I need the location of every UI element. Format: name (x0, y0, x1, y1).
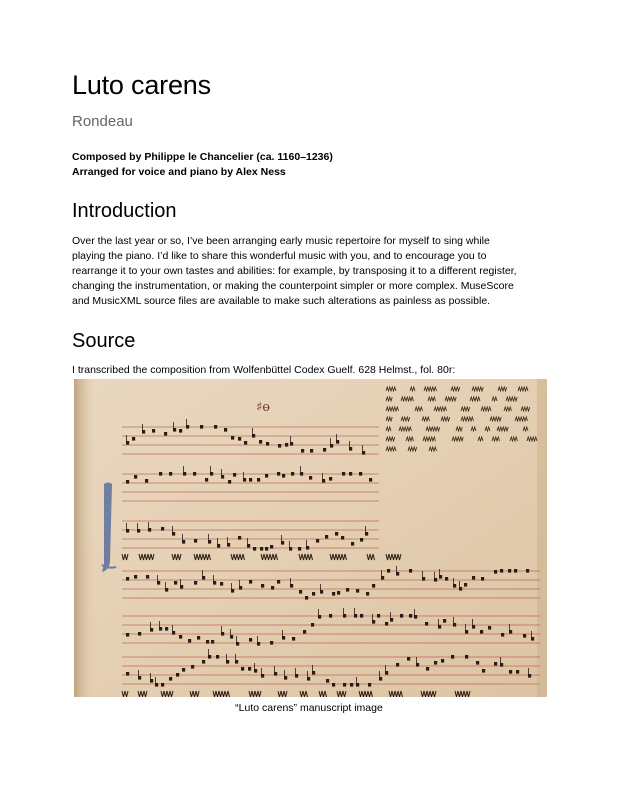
credits-block (72, 150, 333, 180)
neume (385, 622, 388, 626)
neume (194, 581, 197, 585)
neume (261, 674, 264, 678)
neume (126, 633, 129, 637)
neume (337, 591, 340, 595)
neume (500, 663, 503, 667)
neume (305, 596, 308, 600)
neume (385, 671, 388, 675)
neume (257, 478, 260, 482)
neume (206, 640, 209, 644)
neume (494, 570, 497, 574)
introduction-heading: Introduction (72, 200, 177, 222)
neume (426, 667, 429, 671)
neume (390, 618, 393, 622)
neume (183, 472, 186, 476)
neume (309, 476, 312, 480)
neume (298, 547, 301, 551)
neume (205, 478, 208, 482)
neume (316, 539, 319, 543)
neume (265, 547, 268, 551)
neume (501, 633, 504, 637)
neume (311, 623, 314, 627)
neume (299, 590, 302, 594)
neume (216, 655, 219, 659)
neume (271, 586, 274, 590)
neume (306, 546, 309, 550)
neume (233, 473, 236, 477)
neume (360, 538, 363, 542)
neume (161, 527, 164, 531)
neume (356, 589, 359, 593)
neume (132, 437, 135, 441)
neume (249, 638, 252, 642)
neume (372, 584, 375, 588)
neume (312, 592, 315, 596)
neume (172, 532, 175, 536)
neume (341, 536, 344, 540)
neume (176, 673, 179, 677)
neume (164, 432, 167, 436)
neume (368, 683, 371, 687)
neume (514, 569, 517, 573)
neume (336, 440, 339, 444)
neume (194, 539, 197, 543)
neume (285, 443, 288, 447)
neume (396, 663, 399, 667)
neume (282, 474, 285, 478)
neume (476, 661, 479, 665)
neume (182, 668, 185, 672)
neume (145, 479, 148, 483)
intro-line: changing the instrumentation, or making the counterpoint simpler or more complex. MuseScore (72, 280, 514, 292)
neume (290, 584, 293, 588)
neume (231, 436, 234, 440)
page-subtitle: Rondeau (72, 113, 133, 130)
neume (372, 620, 375, 624)
neume (516, 670, 519, 674)
neume (148, 528, 151, 532)
neume (211, 640, 214, 644)
page-gutter-shadow (74, 379, 96, 697)
neume (220, 582, 223, 586)
neume (295, 674, 298, 678)
intro-line: rearrange it to your own tastes and abilities: for example, by transposing it to a different register, (72, 265, 517, 277)
neume (150, 679, 153, 683)
neume (173, 428, 176, 432)
neume (416, 663, 419, 667)
neume (230, 635, 233, 639)
neume (224, 428, 227, 432)
neume (354, 614, 357, 618)
neume (318, 615, 321, 619)
neume (453, 584, 456, 588)
neume (179, 635, 182, 639)
neume (134, 575, 137, 579)
composer-credit: Composed by Philippe le Chancelier (ca. 1160–1236) (72, 151, 333, 163)
neume (193, 472, 196, 476)
neume (188, 639, 191, 643)
neume (169, 677, 172, 681)
neume (238, 437, 241, 441)
neume (387, 569, 390, 573)
neume (332, 683, 335, 687)
neume (481, 577, 484, 581)
neume (323, 448, 326, 452)
neume (200, 425, 203, 429)
neume (281, 541, 284, 545)
neume (235, 660, 238, 664)
source-paragraph: I transcribed the composition from Wolfenbüttel Codex Guelf. 628 Helmst., fol. 80r: (72, 364, 456, 376)
neume (259, 440, 262, 444)
neume (349, 447, 352, 451)
neume (325, 535, 328, 539)
neume (174, 581, 177, 585)
neume (152, 429, 155, 433)
neume (488, 626, 491, 630)
neume (243, 478, 246, 482)
neume (277, 580, 280, 584)
neume (274, 672, 277, 676)
neume (126, 672, 129, 676)
neume (290, 442, 293, 446)
source-heading: Source (72, 330, 136, 352)
neume (356, 683, 359, 687)
neume (407, 657, 410, 661)
neume (191, 665, 194, 669)
neume (332, 592, 335, 596)
image-caption: “Luto carens” manuscript image (235, 702, 383, 714)
neume (134, 475, 137, 479)
neume (359, 472, 362, 476)
neume (343, 683, 346, 687)
intro-line: playing the piano. I’d like to share this wonderful music with you, and to encourage you to (72, 250, 487, 262)
neume (227, 543, 230, 547)
neume (531, 637, 534, 641)
neume (146, 575, 149, 579)
neume (303, 630, 306, 634)
neume (343, 614, 346, 618)
neume (301, 449, 304, 453)
neume (377, 614, 380, 618)
neume (453, 623, 456, 627)
neume (217, 544, 220, 548)
neume (182, 540, 185, 544)
neume (289, 547, 292, 551)
neume (291, 472, 294, 476)
neume (159, 627, 162, 631)
neume (249, 580, 252, 584)
neume (238, 536, 241, 540)
neume (226, 660, 229, 664)
neume (350, 683, 353, 687)
neume (253, 547, 256, 551)
neume (346, 588, 349, 592)
neume (180, 585, 183, 589)
neume (441, 659, 444, 663)
neume (278, 444, 281, 448)
neume (169, 472, 172, 476)
neume (150, 628, 153, 632)
neume (159, 472, 162, 476)
neume (239, 586, 242, 590)
neume (459, 587, 462, 591)
neume (526, 569, 529, 573)
neume (277, 472, 280, 476)
neume (508, 569, 511, 573)
neume (228, 480, 231, 484)
neume (425, 622, 428, 626)
neume (362, 451, 365, 455)
neume (161, 683, 164, 687)
neume (231, 589, 234, 593)
neume (369, 478, 372, 482)
neume (509, 670, 512, 674)
introduction-paragraph (72, 234, 552, 309)
neume (434, 661, 437, 665)
neume (260, 547, 263, 551)
neume (326, 679, 329, 683)
neume (210, 472, 213, 476)
neume (165, 627, 168, 631)
neume (414, 615, 417, 619)
neume (265, 474, 268, 478)
neume (126, 577, 129, 581)
neume (443, 619, 446, 623)
neume (396, 572, 399, 576)
neume (270, 641, 273, 645)
neume (266, 442, 269, 446)
neume (214, 425, 217, 429)
neume (270, 545, 273, 549)
neume (381, 576, 384, 580)
neume (213, 581, 216, 585)
neume (202, 660, 205, 664)
neume (165, 588, 168, 592)
neume (472, 576, 475, 580)
manuscript-image (74, 379, 547, 697)
intro-line: and MusicXML source files are available to make such alterations as painless as possible. (72, 295, 491, 307)
neume (197, 636, 200, 640)
neume (365, 532, 368, 536)
neume (464, 583, 467, 587)
neume (409, 614, 412, 618)
neume (465, 655, 468, 659)
neume (247, 544, 250, 548)
neume (335, 532, 338, 536)
neume (349, 472, 352, 476)
neume (172, 631, 175, 635)
neume (138, 676, 141, 680)
neume (252, 434, 255, 438)
neume (482, 669, 485, 673)
neume (342, 472, 345, 476)
neume (138, 632, 141, 636)
neume (465, 630, 468, 634)
neume (445, 577, 448, 581)
manuscript-illustration (74, 379, 547, 697)
neume (329, 477, 332, 481)
neume (422, 577, 425, 581)
neume (221, 632, 224, 636)
neume (330, 444, 333, 448)
neume (249, 478, 252, 482)
neume (126, 441, 129, 445)
neume (320, 590, 323, 594)
neume (300, 472, 303, 476)
neume (438, 625, 441, 629)
neume (126, 480, 129, 484)
neume (351, 542, 354, 546)
neume (292, 637, 295, 641)
neume (221, 475, 224, 479)
neume (329, 614, 332, 618)
neume (244, 441, 247, 445)
intro-line: Over the last year or so, I’ve been arranging early music repertoire for myself to sing while (72, 235, 490, 247)
neume (310, 449, 313, 453)
neume (202, 576, 205, 580)
neume (360, 614, 363, 618)
neume (439, 575, 442, 579)
neume (472, 625, 475, 629)
neume (434, 578, 437, 582)
neume (312, 671, 315, 675)
neume (523, 634, 526, 638)
page-right-edge (537, 379, 547, 697)
neume (480, 630, 483, 634)
neume (248, 667, 251, 671)
neume (241, 667, 244, 671)
neume (155, 683, 158, 687)
neume (528, 674, 531, 678)
neume (208, 540, 211, 544)
neume (494, 662, 497, 666)
neume (282, 636, 285, 640)
neume (284, 676, 287, 680)
neume (208, 655, 211, 659)
neume (322, 479, 325, 483)
neume (257, 642, 260, 646)
neume (236, 642, 239, 646)
neume (179, 429, 182, 433)
neume (509, 630, 512, 634)
neume (142, 430, 145, 434)
neume (409, 569, 412, 573)
neume (126, 529, 129, 533)
neume (307, 677, 310, 681)
neume (366, 592, 369, 596)
neume (400, 614, 403, 618)
arranger-credit: Arranged for voice and piano by Alex Ness (72, 166, 286, 178)
neume (261, 584, 264, 588)
neume (254, 669, 257, 673)
neume (500, 569, 503, 573)
page-mark: ♯ɵ (256, 400, 271, 415)
neume (157, 581, 160, 585)
neume (186, 425, 189, 429)
page-title: Luto carens (72, 70, 211, 100)
neume (137, 529, 140, 533)
neume (379, 677, 382, 681)
neume (451, 655, 454, 659)
